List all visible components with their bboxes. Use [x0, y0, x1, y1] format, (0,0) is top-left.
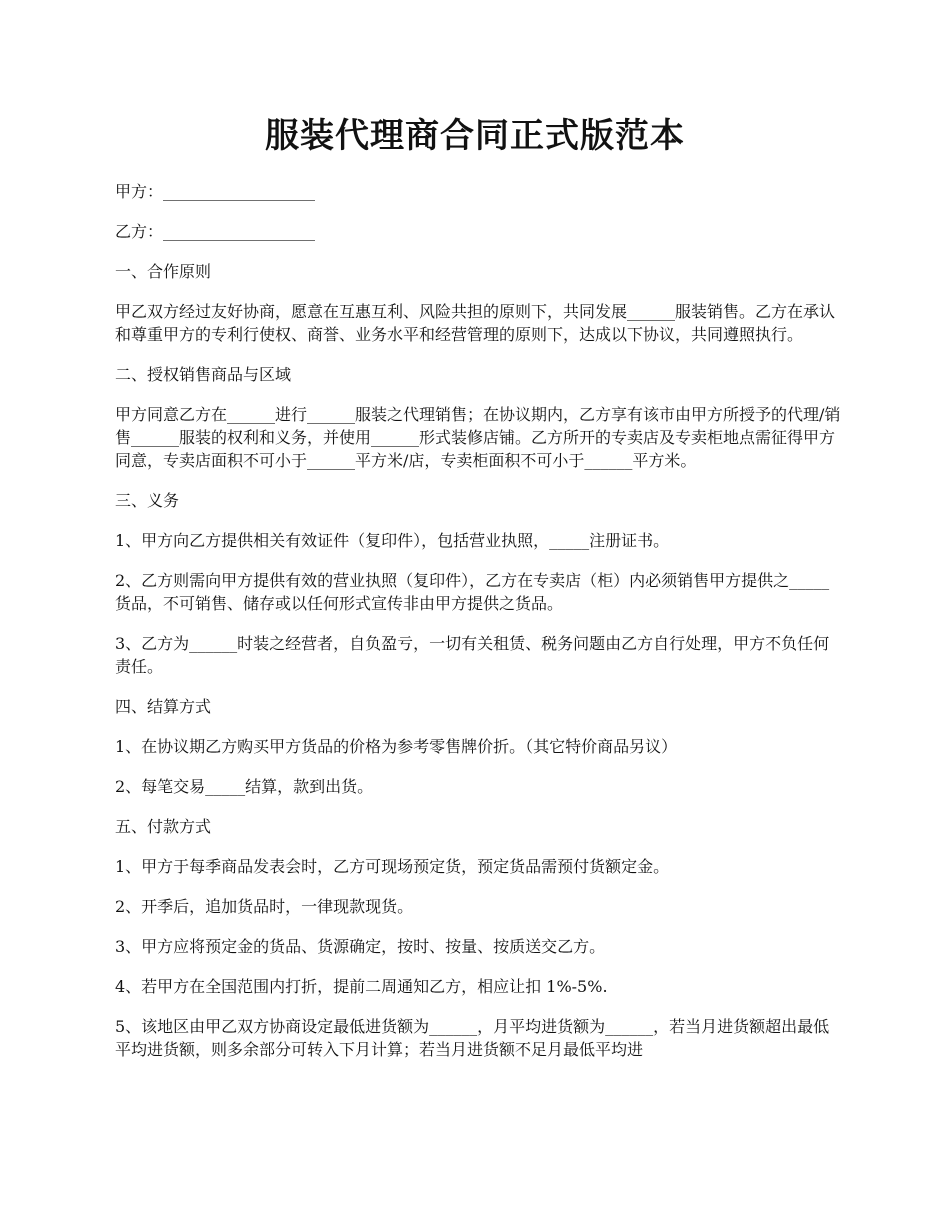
paragraph: 甲乙双方经过友好协商，愿意在互惠互利、风险共担的原则下，共同发展______服装销售。乙方在承认和尊重甲方的专利行使权、商誉、业务水平和经营管理的原则下，达成以下协议，共同遵照执行。	[115, 302, 836, 344]
paragraph: 2、开季后，追加货品时，一律现款现货。	[115, 897, 414, 916]
paragraph: 3、甲方应将预定金的货品、货源确定，按时、按量、按质送交乙方。	[115, 937, 606, 956]
paragraph: 3、乙方为______时装之经营者，自负盈亏，一切有关租赁、税务问题由乙方自行处理，甲方不负任何责任。	[115, 634, 830, 676]
paragraph: 2、乙方则需向甲方提供有效的营业执照（复印件），乙方在专卖店（柜）内必须销售甲方提供之_____货品，不可销售、储存或以任何形式宣传非由甲方提供之货品。	[115, 571, 830, 613]
document-body	[115, 180, 845, 1078]
document-title: 服装代理商合同正式版范本	[265, 116, 685, 156]
section-heading: 一、合作原则	[115, 262, 212, 281]
party-a-line: 甲方：___________________	[115, 182, 316, 201]
paragraph: 1、甲方向乙方提供相关有效证件（复印件），包括营业执照，_____注册证书。	[115, 531, 670, 550]
section-heading: 三、义务	[115, 491, 180, 510]
paragraph: 1、甲方于每季商品发表会时，乙方可现场预定货，预定货品需预付货额定金。	[115, 857, 670, 876]
party-b-line: 乙方：___________________	[115, 222, 316, 241]
section-heading: 二、授权销售商品与区域	[115, 365, 292, 384]
paragraph: 2、每笔交易_____结算，款到出货。	[115, 777, 374, 796]
section-heading: 五、付款方式	[115, 817, 212, 836]
paragraph: 5、该地区由甲乙双方协商设定最低进货额为______，月平均进货额为______，若当月进货额超出最低平均进货额，则多余部分可转入下月计算；若当月进货额不足月最低平均进	[115, 1017, 830, 1059]
paragraph: 甲方同意乙方在______进行______服装之代理销售；在协议期内，乙方享有该市由甲方所授予的代理/销售______服装的权利和义务，并使用______形式装修店铺。乙方所开的专卖店及专卖柜地点需征得甲方同意，专卖店面积不可小于______平方米/店，专卖柜面积不可小于______平方米。	[115, 405, 841, 470]
paragraph: 1、在协议期乙方购买甲方货品的价格为参考零售牌价折。（其它特价商品另议）	[115, 737, 678, 756]
paragraph: 4、若甲方在全国范围内打折，提前二周通知乙方，相应让扣 1%-5%.	[115, 977, 608, 996]
section-heading: 四、结算方式	[115, 697, 212, 716]
